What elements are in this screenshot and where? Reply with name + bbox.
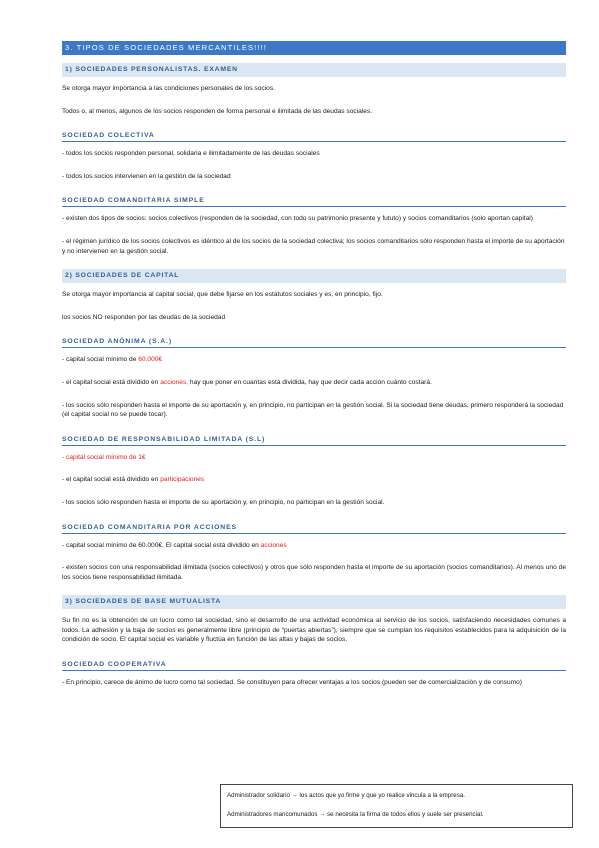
paragraph: Se otorga mayor importancia al capital social, que debe fijarse en los estatutos sociales y es, en principio, fijo. <box>62 291 383 299</box>
subheading-limitada: SOCIEDAD DE RESPONSABILIDAD LIMITADA (S.L) <box>62 436 566 446</box>
text: - capital social mínimo de 60.000€. El capital social está dividido en <box>62 541 261 549</box>
section-heading-mutualista: 3) SOCIEDADES DE BASE MUTUALISTA <box>62 595 566 609</box>
text: - el capital social está dividido en <box>62 476 161 484</box>
paragraph: los socios NO responden por las deudas de la sociedad <box>62 313 226 321</box>
paragraph: - existen socios con una responsabilidad ilimitada (socios colectivos) y otros que sólo responden hasta el importe de su aportación (socios comanditarios). Al menos uno de los socios tiene responsabilidad ilimitada. <box>62 564 566 581</box>
note-line: Administradores mancomunados → se necesita la firma de todos ellos y suele ser presencial. <box>227 811 484 818</box>
subheading-por-acciones: SOCIEDAD COMANDITARIA POR ACCIONES <box>62 524 566 534</box>
subheading-cooperativa: SOCIEDAD COOPERATIVA <box>62 661 566 671</box>
document-page <box>62 41 566 701</box>
text: - el capital social está dividido en <box>62 378 161 386</box>
highlight-text: acciones <box>260 541 287 549</box>
paragraph: Se otorga mayor importancia a las condiciones personales de los socios. <box>62 85 275 92</box>
note-box <box>220 784 573 828</box>
section-heading-capital: 2) SOCIEDADES DE CAPITAL <box>62 269 566 283</box>
paragraph: Su fin no es la obtención de un lucro como tal sociedad, sino el desarrollo de una actividad económica al servicio de los socios, satisfaciendo necesidades comunes a todos. La adhesión y la baja de socios es generalmente libre (principio de “puertas abiertas”), siempre que se cumplan los requisitos establecidos para la adquisición de la condición de socio. El capital social es variable y fluctúa en función de las altas y bajas de socios. <box>62 617 566 644</box>
paragraph <box>62 475 566 485</box>
paragraph: - el régimen jurídico de los socios colectivos es idéntico al de los socios de la sociedad colectiva; los socios comanditarios sólo responden hasta el importe de su aportación y no intervienen en la gestión social. <box>62 237 565 255</box>
note-line: Administrador solidario → los actos que yo firme y que yo realice vincula a la empresa. <box>227 792 465 799</box>
subheading-comanditaria-simple: SOCIEDAD COMANDITARIA SIMPLE <box>62 197 566 207</box>
section-heading-personalistas: 1) SOCIEDADES PERSONALISTAS. EXAMEN <box>62 63 566 77</box>
paragraph: - todos los socios responden personal, solidaria e ilimitadamente de las deudas sociales <box>62 150 320 158</box>
paragraph <box>62 541 566 551</box>
highlight-text: acciones, <box>160 378 189 386</box>
highlight-text: participaciones <box>160 476 205 484</box>
text: - capital social mínimo de <box>62 356 139 364</box>
paragraph: Todos o, al menos, algunos de los socios responden de forma personal e ilimitada de las deudas sociales. <box>62 107 373 115</box>
paragraph <box>62 378 566 388</box>
paragraph: - los socios sólo responden hasta el importe de su aportación y, en principio, no participan en la gestión social. <box>62 498 385 506</box>
paragraph: - capital social mínimo de 1€ <box>62 453 146 461</box>
paragraph: - existen dos tipos de socios: socios colectivos (responden de la sociedad, con todo su patrimonio presente y fututo) y socios comanditarios (solo aportan capital) <box>62 215 533 223</box>
highlight-text: 60.000€ <box>138 356 163 364</box>
paragraph <box>62 355 566 365</box>
subheading-colectiva: SOCIEDAD COLECTIVA <box>62 132 566 142</box>
paragraph: - los socios sólo responden hasta el importe de su aportación y, en principio, no participan en la gestión social. Si la sociedad tiene deudas, primero responderá la sociedad (el capital social no se puede tocar). <box>62 401 564 419</box>
paragraph: - todos los socios intervienen en la gestión de la sociedad <box>62 172 231 180</box>
text: hay que poner en cuantas está dividida, hay que decir cada acción cuánto costará. <box>188 378 432 386</box>
paragraph: - En principio, carece de ánimo de lucro como tal sociedad. Se constituyen para ofrecer ventajas a los socios (pueden ser de comercialización y de consumo) <box>62 679 522 687</box>
section-title: 3. TIPOS DE SOCIEDADES MERCANTILES!!!! <box>62 41 566 55</box>
subheading-anonima: SOCIEDAD ANÓNIMA (S.A.) <box>62 338 566 348</box>
